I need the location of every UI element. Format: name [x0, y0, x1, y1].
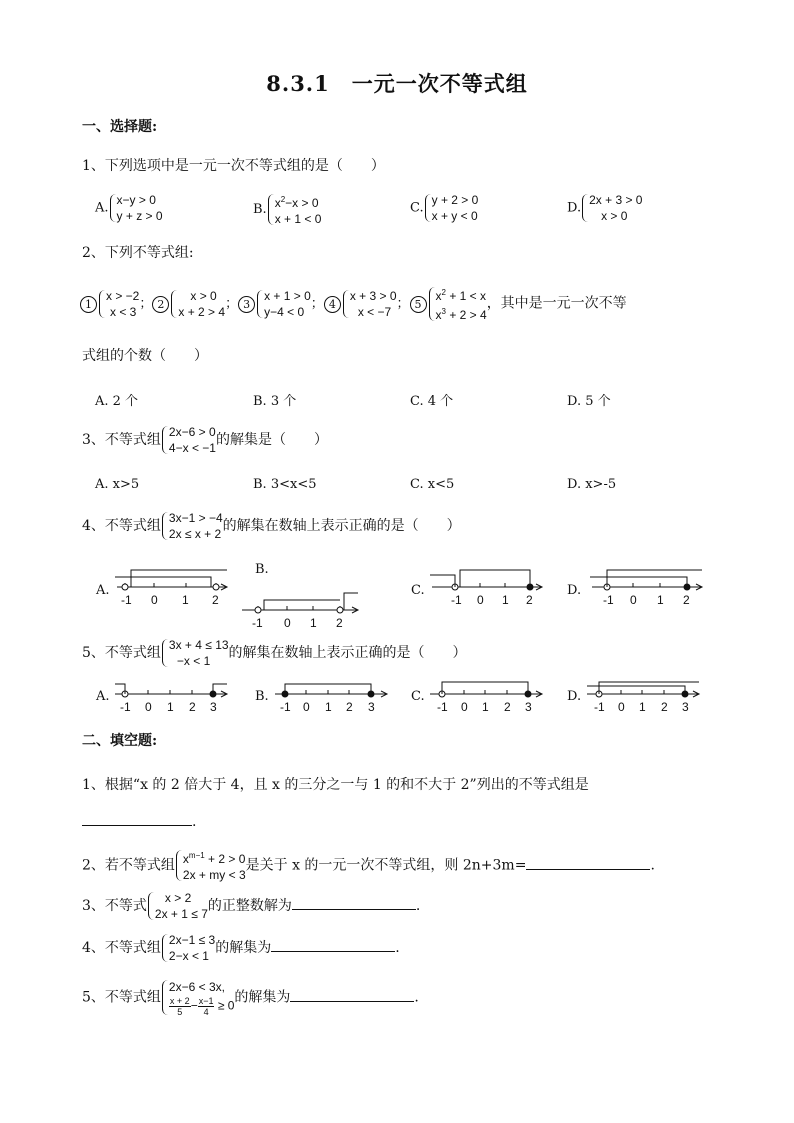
- inequality-system: $x^{m-1} + 2 > 0$ 2x + my < 3: [175, 848, 246, 883]
- q5-option-a-label[interactable]: A.: [96, 689, 110, 704]
- tick-label: 3: [525, 700, 532, 714]
- q3-option-d[interactable]: D. x>-5: [567, 477, 617, 492]
- tick-label: 1: [167, 700, 174, 714]
- tick-label: 3: [368, 700, 375, 714]
- inequality-system: x > 2 2x + 1 ≤ 7: [147, 890, 208, 922]
- tick-label: 2: [526, 593, 533, 607]
- answer-blank[interactable]: [271, 951, 395, 952]
- q4-number-line-b: [240, 588, 365, 633]
- question-2-systems: 1 x > −2 x < 3 ； 2 x > 0 x + 2 > 4 ； 3 x + 1 > 0 y−4 < 0 ； 4 x + 3 > 0 x < −7 ； 5 $x^2 + 1 < x$ $x^3 + 2 > 4$ ，其中是一元一次不等: [80, 285, 627, 323]
- question-3-stem: 3、不等式组 2x−6 > 0 4−x < −1 的解集是（ ）: [82, 425, 328, 455]
- option-label: A.: [95, 200, 109, 216]
- fill-1-stem: 1、根据“x 的 2 倍大于 4，且 x 的三分之一与 1 的和不大于 2”列出的不等式组是: [82, 777, 589, 793]
- tick-label: 2: [683, 593, 690, 607]
- q5-option-c-label[interactable]: C.: [411, 689, 425, 704]
- tick-label: -1: [121, 593, 132, 607]
- q3-option-a[interactable]: A. x>5: [95, 477, 140, 492]
- fill-5-stem: 5、不等式组 2x−6 < 3x, $\frac{x + 2}{5}$ − $\frac{x-1}{4}$ ≥ 0 的解集为 .: [82, 980, 419, 1017]
- tick-label: 1: [482, 700, 489, 714]
- tick-label: 1: [325, 700, 332, 714]
- tick-label: -1: [120, 700, 131, 714]
- q3-option-c[interactable]: C. x<5: [410, 477, 455, 492]
- tick-label: -1: [451, 593, 462, 607]
- question-2-stem: 2、下列不等式组:: [82, 245, 194, 261]
- tick-label: 2: [504, 700, 511, 714]
- tick-label: 0: [461, 700, 468, 714]
- q4-option-b-label[interactable]: B.: [255, 562, 269, 577]
- q2-option-d[interactable]: D. 5 个: [567, 394, 611, 409]
- tick-label: -1: [594, 700, 605, 714]
- q4-option-c-label[interactable]: C.: [411, 583, 425, 598]
- fill-4-stem: 4、不等式组 2x−1 ≤ 3 2−x < 1 的解集为 .: [82, 933, 400, 963]
- q4-option-a-label[interactable]: A.: [96, 583, 110, 598]
- circle-number: 5: [410, 296, 427, 313]
- q5-number-line-a: [113, 676, 233, 716]
- circle-number: 3: [238, 296, 255, 313]
- tick-label: 0: [145, 700, 152, 714]
- option-label: B.: [253, 202, 267, 217]
- tick-label: 1: [310, 616, 317, 630]
- tick-label: -1: [603, 593, 614, 607]
- q4-option-d-label[interactable]: D.: [567, 583, 582, 598]
- q5-number-line-d: [585, 676, 705, 716]
- tick-label: 0: [303, 700, 310, 714]
- tick-label: -1: [280, 700, 291, 714]
- tick-label: 1: [182, 593, 189, 607]
- q1-option-a[interactable]: [95, 192, 163, 224]
- question-2-continued: 式组的个数（ ）: [82, 348, 208, 364]
- tick-label: -1: [437, 700, 448, 714]
- question-5-stem: 5、不等式组 3x + 4 ≤ 13 −x < 1 的解集在数轴上表示正确的是（ ）: [82, 638, 467, 668]
- answer-blank[interactable]: [290, 1001, 414, 1002]
- fill-3-stem: 3、不等式 x > 2 2x + 1 ≤ 7 的正整数解为 .: [82, 891, 421, 921]
- inequality-system: 2x + 3 > 0 x > 0: [581, 192, 642, 224]
- question-1-stem: 1、下列选项中是一元一次不等式组的是（ ）: [82, 158, 385, 174]
- inequality-system: y + 2 > 0 x + y < 0: [424, 192, 479, 224]
- q2-option-c[interactable]: C. 4 个: [410, 394, 454, 409]
- tick-label: 2: [336, 616, 343, 630]
- inequality-system: x−y > 0 y + z > 0: [109, 192, 163, 224]
- q4-number-line-a: [115, 565, 235, 610]
- tick-label: 0: [151, 593, 158, 607]
- tick-label: 2: [661, 700, 668, 714]
- question-4-stem: 4、不等式组 3x−1 > −4 2x ≤ x + 2 的解集在数轴上表示正确的是（ ）: [82, 511, 461, 541]
- tick-label: 0: [477, 593, 484, 607]
- q2-option-a[interactable]: A. 2 个: [95, 394, 139, 409]
- circle-number: 1: [80, 296, 97, 313]
- tick-label: 3: [682, 700, 689, 714]
- tick-label: 2: [212, 593, 219, 607]
- answer-blank: [82, 825, 192, 826]
- page-title: 8.3.1 一元一次不等式组: [266, 71, 528, 96]
- answer-blank[interactable]: [292, 909, 416, 910]
- inequality-system: $x^2-x > 0$ x + 1 < 0: [267, 192, 322, 227]
- tick-label: 0: [630, 593, 637, 607]
- q1-option-b[interactable]: [253, 192, 321, 227]
- q4-number-line-d: [590, 565, 710, 610]
- inequality-system: 2x−6 > 0 4−x < −1: [161, 424, 216, 456]
- tick-label: 0: [284, 616, 291, 630]
- inequality-system: 3x + 4 ≤ 13 −x < 1: [161, 637, 229, 669]
- q3-option-b[interactable]: B. 3<x<5: [253, 477, 317, 492]
- q5-number-line-b: [273, 676, 393, 716]
- q5-option-b-label[interactable]: B.: [255, 689, 269, 704]
- fill-1-answer[interactable]: .: [82, 814, 196, 830]
- q1-option-c[interactable]: [410, 192, 478, 224]
- q4-number-line-c: [430, 565, 550, 610]
- option-label: C.: [410, 200, 424, 216]
- q5-option-d-label[interactable]: D.: [567, 689, 582, 704]
- tick-label: 2: [346, 700, 353, 714]
- answer-blank[interactable]: [526, 869, 650, 870]
- circle-number: 2: [152, 296, 169, 313]
- circle-number: 4: [324, 296, 341, 313]
- inequality-system: 2x−6 < 3x, $\frac{x + 2}{5}$ − $\frac{x-1}{4}$ ≥ 0: [161, 978, 234, 1017]
- fill-2-stem: 2、若不等式组 $x^{m-1} + 2 > 0$ 2x + my < 3 是关于 x 的一元一次不等式组，则 2n+3m= .: [82, 848, 655, 883]
- tick-label: 1: [657, 593, 664, 607]
- inequality-system: 3x−1 > −4 2x ≤ x + 2: [161, 510, 223, 542]
- section-heading-fill: 二、填空题:: [82, 733, 158, 749]
- inequality-system: 2x−1 ≤ 3 2−x < 1: [161, 932, 215, 964]
- tick-label: 2: [189, 700, 196, 714]
- option-label: D.: [567, 200, 582, 216]
- q1-option-d[interactable]: [567, 192, 642, 224]
- tick-label: 1: [502, 593, 509, 607]
- tick-label: 0: [618, 700, 625, 714]
- tick-label: 3: [210, 700, 217, 714]
- section-heading-choice: 一、选择题:: [82, 119, 158, 135]
- q5-number-line-c: [428, 676, 548, 716]
- tick-label: 1: [639, 700, 646, 714]
- q2-option-b[interactable]: B. 3 个: [253, 394, 297, 409]
- tick-label: -1: [252, 616, 263, 630]
